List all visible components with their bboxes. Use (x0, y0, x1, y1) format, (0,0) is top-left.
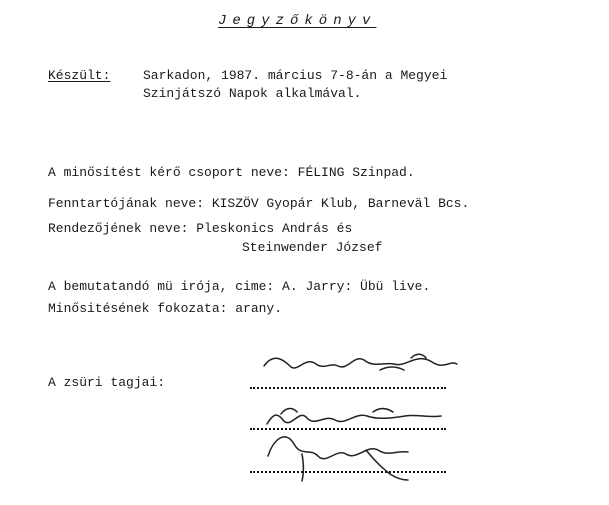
made-text-line-1: Sarkadon, 1987. március 7-8-án a Megyei (143, 68, 448, 83)
signature-3 (258, 420, 423, 490)
made-text-line-2: Szinjátszó Napok alkalmával. (143, 86, 362, 101)
signature-1 (256, 342, 466, 382)
sponsor-line: Fenntartójának neve: KISZÖV Gyopár Klub, Barneväl Bcs. (48, 196, 470, 211)
rating-line: Minősitésének fokozata: arany. (48, 301, 283, 316)
group-line: A minősítést kérő csoport neve: FÉLING Szinpad. (48, 165, 415, 180)
made-label: Készült: (48, 68, 111, 83)
director-line-2: Steinwender József (242, 240, 383, 255)
jury-label: A zsüri tagjai: (48, 375, 166, 390)
director-line-1: Rendezőjének neve: Pleskonics András és (48, 221, 353, 236)
document-title: Jegyzőkönyv (218, 13, 377, 29)
signature-line-1 (250, 387, 446, 389)
author-line: A bemutatandó mü irója, cime: A. Jarry: Übü live. (48, 279, 431, 294)
